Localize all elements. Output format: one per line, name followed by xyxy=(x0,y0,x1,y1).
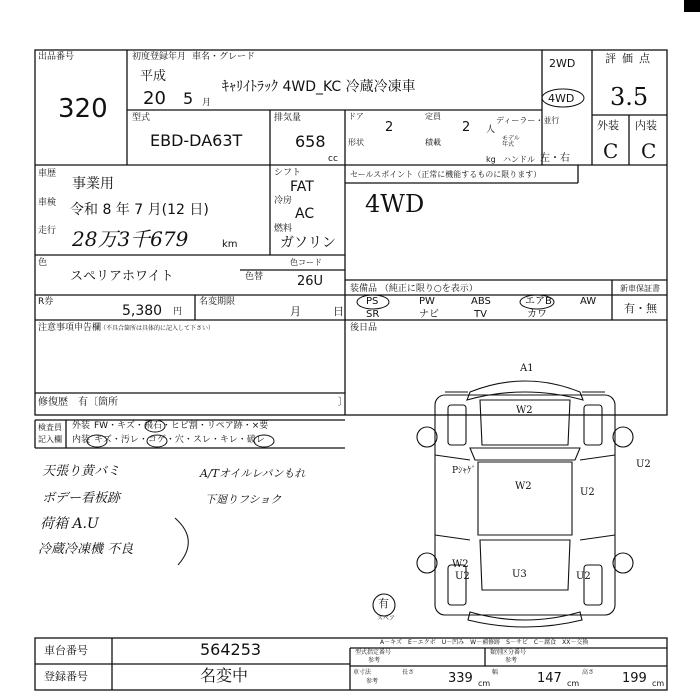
shift-value: FAT xyxy=(290,179,314,195)
equip-abs: ABS xyxy=(471,296,491,307)
height-label: 高さ xyxy=(582,669,595,676)
category-value: 事業用 xyxy=(72,176,114,192)
inspection-label: 車検 xyxy=(38,198,57,208)
warranty-value: 有・無 xyxy=(624,302,657,315)
aircon-value: AC xyxy=(295,206,315,222)
length-value: 339 xyxy=(448,671,473,686)
registration-value: 名変中 xyxy=(200,666,249,685)
inspector-interior-prefix: 内装 xyxy=(72,435,91,445)
name-change-month: 月 xyxy=(290,305,301,318)
shift-label: シフト xyxy=(274,168,302,178)
color-label: 色 xyxy=(38,258,48,268)
color-code: 26U xyxy=(297,274,324,289)
inspection-value: 令和 8 年 7 月(12 日) xyxy=(70,202,209,218)
name-change-label: 名変期限 xyxy=(199,297,236,307)
capacity-label: 定員 xyxy=(425,112,441,121)
dealer-label: ディーラー・並行 xyxy=(496,116,560,125)
fuel-value: ガソリン xyxy=(280,235,336,251)
equip-tv: TV xyxy=(474,309,487,320)
lot-label: 出品番号 xyxy=(38,52,75,62)
drive-4wd: 4WD xyxy=(548,92,575,105)
rating-label: 評価点 xyxy=(605,52,656,65)
height-unit: cm xyxy=(652,679,665,688)
type-value: EBD-DA63T xyxy=(150,131,243,150)
inspector-exterior-prefix: 外装 xyxy=(72,421,91,431)
month-unit: 月 xyxy=(202,98,212,108)
spare-tire-value: 有 xyxy=(378,597,389,610)
height-value: 199 xyxy=(622,671,647,686)
type-num-label: 型式指定番号 xyxy=(355,649,392,656)
equip-ps: PS xyxy=(366,296,379,307)
diagram-mark-u2-rear-left: U2 xyxy=(455,571,470,582)
sales-point-value: 4WD xyxy=(365,190,425,218)
handwritten-note-3: 荷箱 A.U xyxy=(40,516,99,532)
mileage-value: 28万3千679 xyxy=(72,227,189,251)
spare-tire-label: スペア xyxy=(377,615,396,622)
registration-label: 登録番号 xyxy=(44,670,88,683)
class-num-ref: 参考 xyxy=(505,657,518,664)
warranty-label: 新車保証書 xyxy=(620,284,660,293)
rating-value: 3.5 xyxy=(610,83,649,111)
equip-airbag: エアB xyxy=(525,296,552,307)
equip-pw: PW xyxy=(419,296,435,307)
color-code-label: 色コード xyxy=(290,258,322,267)
car-diagram xyxy=(373,381,633,627)
handwritten-note-2: ボデー看板跡 xyxy=(42,491,121,506)
equip-navi: ナビ xyxy=(419,309,439,320)
equip-leather: カワ xyxy=(527,309,547,320)
diagram-mark-p: Pｼｬｹﾞ xyxy=(452,466,477,476)
inspector-interior-items: キズ・汚レ・コゲ・穴・スレ・キレ・破レ xyxy=(94,435,265,445)
color-value: スペリアホワイト xyxy=(70,269,174,284)
equipment-label: 装備品 （純正に限り○を表示） xyxy=(350,284,478,294)
fuel-label: 燃料 xyxy=(274,224,293,234)
equip-sr: SR xyxy=(366,309,380,320)
diagram-mark-u2-side: U2 xyxy=(636,459,651,470)
notes-sub: （不具合箇所は具体的に記入して下さい） xyxy=(100,325,215,332)
model-name: ｷｬﾘｲﾄﾗｯｸ 4WD_KC 冷蔵冷凍車 xyxy=(222,79,416,95)
handwritten-note-5: A/Tオイルレパンもれ xyxy=(200,467,306,480)
cc-unit: cc xyxy=(328,154,338,164)
width-value: 147 xyxy=(537,671,562,686)
corner-mark xyxy=(684,0,700,12)
type-label: 型式 xyxy=(132,113,151,123)
inspector-label-1: 検査員 xyxy=(38,423,62,432)
drive-2wd: 2WD xyxy=(549,57,576,70)
model-grade-label: 車名・グレード xyxy=(192,52,256,62)
load-label: 積載 xyxy=(425,138,441,147)
interior-grade: C xyxy=(641,139,657,163)
diagram-mark-w2-center: W2 xyxy=(515,481,532,492)
yen-unit: 円 xyxy=(173,307,183,317)
doors: 2 xyxy=(385,120,394,135)
repair-history: 修復歴 有〔箇所 xyxy=(38,397,118,408)
door-label: ドア xyxy=(348,112,364,121)
aircon-label: 冷房 xyxy=(274,196,293,206)
km-unit: km xyxy=(222,239,238,250)
handle-value: 左・右 xyxy=(540,153,570,164)
width-label: 幅 xyxy=(492,669,499,676)
interior-label: 内装 xyxy=(635,119,657,132)
diagram-mark-u2-rear-right: U2 xyxy=(576,571,591,582)
mileage-label: 走行 xyxy=(38,226,57,236)
sales-point-label: セールスポイント（正常に機能するものに限ります） xyxy=(350,170,542,179)
kg-unit: kg xyxy=(486,155,496,164)
handwritten-note-4: 冷蔵冷凍機 不良 xyxy=(38,542,134,557)
diagram-mark-a1: A1 xyxy=(520,363,534,374)
handwritten-note-1: 天張り黄バミ xyxy=(42,464,121,479)
lot-number: 320 xyxy=(58,94,108,124)
displacement-label: 排気量 xyxy=(274,113,302,123)
after-items-label: 後日品 xyxy=(350,323,378,333)
inspector-label-2: 記入欄 xyxy=(38,435,62,444)
model-year-label: モデル年式 xyxy=(502,135,520,148)
type-num-ref: 参考 xyxy=(368,657,381,664)
displacement-value: 658 xyxy=(295,132,326,151)
shape-label: 形状 xyxy=(348,138,364,147)
reg-year: 20 xyxy=(143,88,166,109)
era: 平成 xyxy=(140,69,167,84)
size-label: 車寸法 xyxy=(353,669,372,676)
name-change-day: 日 xyxy=(333,305,344,318)
exterior-label: 外装 xyxy=(597,119,619,132)
length-unit: cm xyxy=(478,679,491,688)
handle-label: ハンドル xyxy=(503,155,535,164)
length-label: 長さ xyxy=(402,669,415,676)
equip-aw: AW xyxy=(580,296,597,307)
repair-close: 〕 xyxy=(338,397,348,408)
damage-legend: A－キズ E－エクボ U－凹み W－補修跡 S－サビ C－腐食 XX－交換 xyxy=(380,639,589,646)
diagram-mark-u3: U3 xyxy=(512,569,527,580)
first-reg-label: 初度登録年月 xyxy=(132,52,187,62)
diagram-mark-w2-front: W2 xyxy=(516,405,533,416)
chassis-value: 564253 xyxy=(200,640,262,659)
capacity-unit: 人 xyxy=(486,125,496,135)
recycle-value: 5,380 xyxy=(122,303,163,319)
reg-month: 5 xyxy=(183,89,194,108)
color-swap-label: 色替 xyxy=(245,272,264,282)
capacity: 2 xyxy=(462,120,471,135)
class-num-label: 類別区分番号 xyxy=(490,649,527,656)
size-ref: 参考 xyxy=(366,678,379,685)
category-label: 車歴 xyxy=(38,169,57,179)
diagram-mark-u2-right: U2 xyxy=(580,487,595,498)
notes-label: 注意事項申告欄 xyxy=(38,323,102,333)
handwritten-note-6: 下廻りフショク xyxy=(205,493,282,506)
exterior-grade: C xyxy=(603,139,619,163)
inspector-exterior-items: FW・キズ・飛石・ヒビ割・リペア跡・×要 xyxy=(94,421,269,431)
width-unit: cm xyxy=(567,679,580,688)
diagram-mark-w2-left: W2 xyxy=(452,559,469,570)
recycle-label: R券 xyxy=(38,297,54,307)
chassis-label: 車台番号 xyxy=(44,644,88,657)
